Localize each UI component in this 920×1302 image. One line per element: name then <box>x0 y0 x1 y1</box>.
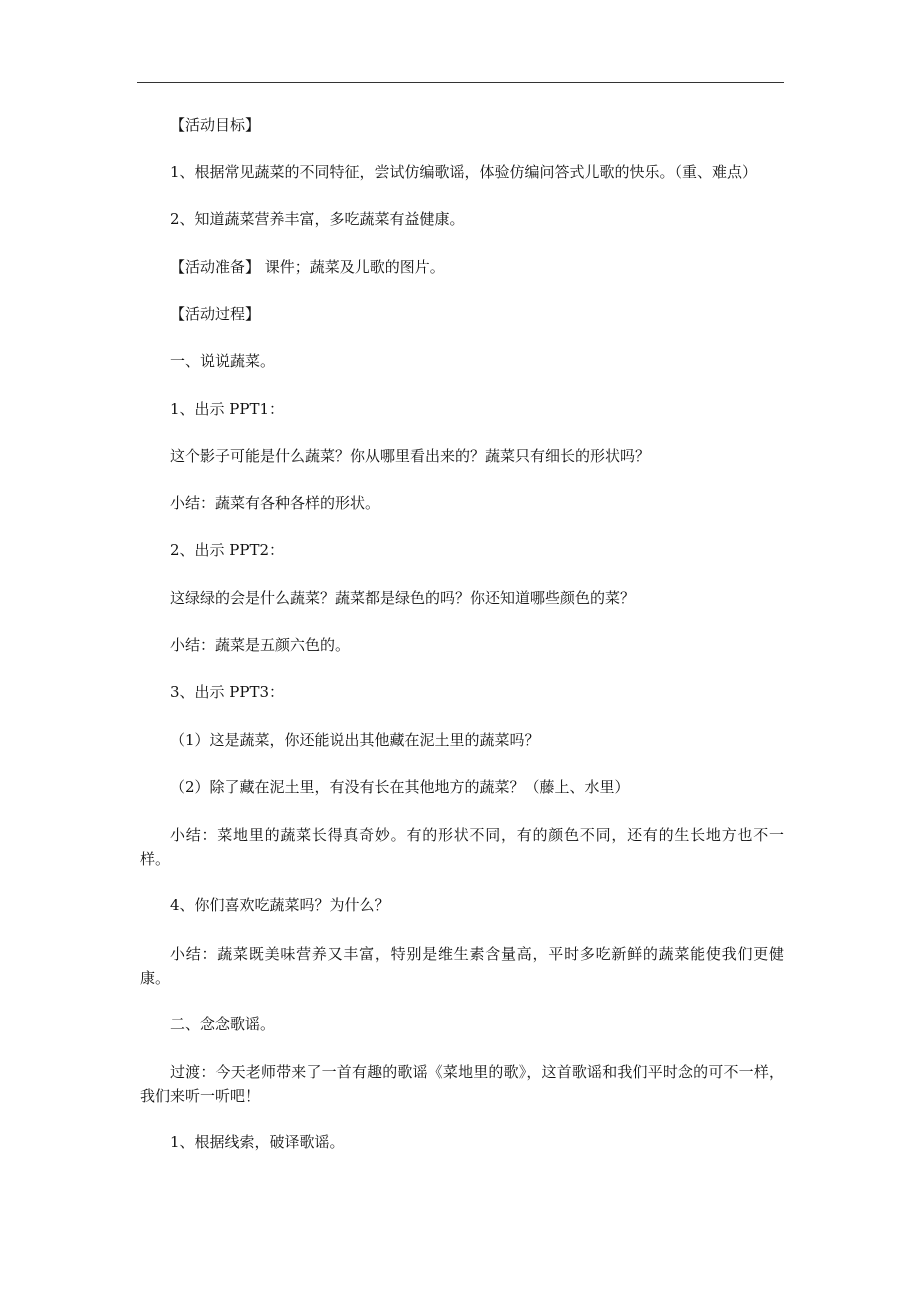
step-4-question: 4、你们喜欢吃蔬菜吗？为什么？ <box>170 896 390 914</box>
section-heading-talk-vegetables: 一、说说蔬菜。 <box>170 352 276 370</box>
step-4-summary: 小结：蔬菜既美味营养又丰富，特别是维生素含量高，平时多吃新鲜的蔬菜能使我们更健康。 <box>140 945 784 987</box>
heading-activity-goals: 【活动目标】 <box>170 116 261 134</box>
step-ppt1: 1、出示 PPT1： <box>170 400 285 418</box>
transition-paragraph: 过渡：今天老师带来了一首有趣的歌谣《菜地里的歌》，这首歌谣和我们平时念的可不一样，我们来听一听吧！ <box>140 1063 784 1105</box>
ppt2-question: 这绿绿的会是什么蔬菜？蔬菜都是绿色的吗？你还知道哪些颜色的菜？ <box>170 589 636 607</box>
ppt3-question-2: （2）除了藏在泥土里，有没有长在其他地方的蔬菜？（藤上、水里） <box>170 778 630 796</box>
goal-item-2: 2、知道蔬菜营养丰富，多吃蔬菜有益健康。 <box>170 210 465 228</box>
ppt2-summary: 小结：蔬菜是五颜六色的。 <box>170 636 351 654</box>
ppt3-summary: 小结：菜地里的蔬菜长得真奇妙。有的形状不同，有的颜色不同，还有的生长地方也不一样。 <box>140 826 784 868</box>
step-ppt3: 3、出示 PPT3： <box>170 683 285 701</box>
ppt1-summary: 小结：蔬菜有各种各样的形状。 <box>170 494 381 512</box>
goal-item-1: 1、根据常见蔬菜的不同特征，尝试仿编歌谣，体验仿编问答式儿歌的快乐。（重、难点） <box>170 163 758 181</box>
ppt3-question-1: （1）这是蔬菜，你还能说出其他藏在泥土里的蔬菜吗？ <box>170 731 540 749</box>
step-ppt2: 2、出示 PPT2： <box>170 541 285 559</box>
header-rule <box>137 82 784 83</box>
step-decode-rhyme: 1、根据线索，破译歌谣。 <box>170 1133 345 1151</box>
heading-activity-process: 【活动过程】 <box>170 305 261 323</box>
ppt1-question: 这个影子可能是什么蔬菜？你从哪里看出来的？蔬菜只有细长的形状吗？ <box>170 447 651 465</box>
section-heading-read-rhymes: 二、念念歌谣。 <box>170 1015 276 1033</box>
activity-preparation: 【活动准备】 课件；蔬菜及儿歌的图片。 <box>170 258 445 276</box>
